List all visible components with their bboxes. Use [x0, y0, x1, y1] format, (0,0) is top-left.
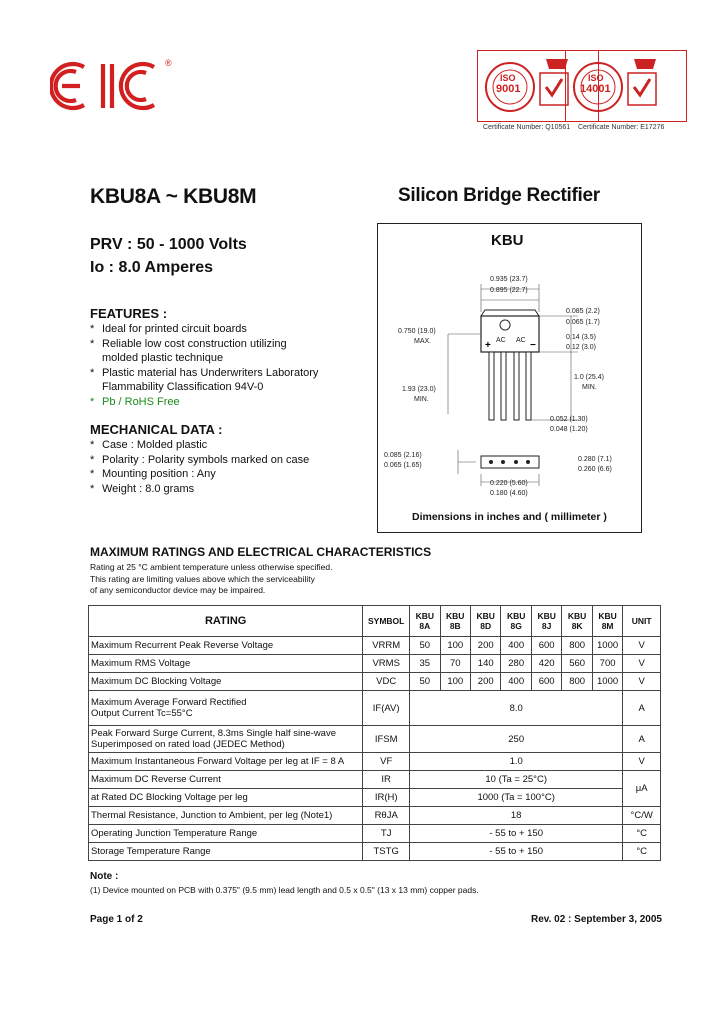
table-row — [89, 753, 661, 771]
list-item: * Reliable low cost construction utilizing — [90, 337, 287, 350]
dim-label: 0.895 (22.7) — [490, 287, 528, 294]
device-heading: Silicon Bridge Rectifier — [398, 185, 600, 206]
row-unit: V — [623, 753, 661, 771]
row-symbol: VRRM — [363, 637, 410, 655]
row-symbol: RθJA — [363, 807, 410, 825]
ac-terminal-label: AC — [516, 337, 526, 344]
ratings-table — [88, 605, 661, 861]
cell: 140 — [470, 655, 500, 673]
table-header — [89, 606, 661, 637]
cell: 1.0 — [410, 753, 623, 771]
mech-heading: MECHANICAL DATA : — [90, 422, 223, 437]
note-line: This rating are limiting values above which the serviceability — [90, 573, 315, 584]
dim-label: 0.065 (1.65) — [384, 462, 422, 469]
cell: 1000 (Ta = 100°C) — [410, 789, 623, 807]
dim-label: MAX. — [414, 338, 432, 345]
cell: 250 — [410, 726, 623, 753]
package-name: KBU — [491, 232, 524, 249]
prv-rating: PRV : 50 - 1000 Volts — [90, 236, 247, 253]
dim-label: 0.750 (19.0) — [398, 328, 436, 335]
dim-label: 0.085 (2.16) — [384, 452, 422, 459]
cell: 280 — [501, 655, 531, 673]
row-label: Maximum DC Blocking Voltage — [89, 673, 363, 691]
row-label: Maximum Recurrent Peak Reverse Voltage — [89, 637, 363, 655]
row-label: Maximum Average Forward Rectified Output Current Tc=55°C — [89, 691, 363, 726]
dim-label: 0.085 (2.2) — [566, 308, 600, 315]
dim-label: MIN. — [582, 384, 597, 391]
cell: 420 — [531, 655, 561, 673]
dim-label: 0.14 (3.5) — [566, 334, 596, 341]
features-heading: FEATURES : — [90, 306, 168, 321]
dim-label: 0.220 (5.60) — [490, 480, 528, 487]
page-number: Page 1 of 2 — [90, 914, 143, 925]
dim-label: MIN. — [414, 396, 429, 403]
cert-iso-label: ISO — [500, 73, 516, 83]
svg-text:+: + — [485, 340, 491, 351]
dim-label: 0.260 (6.6) — [578, 466, 612, 473]
cell: 400 — [501, 637, 531, 655]
row-symbol: TJ — [363, 825, 410, 843]
row-label: Maximum RMS Voltage — [89, 655, 363, 673]
list-item: Flammability Classification 94V-0 — [102, 381, 264, 393]
dim-label: 0.180 (4.60) — [490, 490, 528, 497]
cell: 100 — [440, 673, 470, 691]
list-item: * Mounting position : Any — [90, 468, 216, 480]
table-row — [89, 771, 661, 789]
cell: 200 — [470, 673, 500, 691]
cell: 800 — [562, 673, 592, 691]
table-row — [89, 789, 661, 807]
ratings-notes — [90, 562, 332, 597]
cell: 35 — [410, 655, 440, 673]
cert-caption-2: Certificate Number: E17276 — [578, 124, 665, 131]
row-symbol: VF — [363, 753, 410, 771]
list-item: * Pb / RoHS Free — [90, 395, 180, 408]
dim-label: 0.052 (1.30) — [550, 416, 588, 423]
cert-iso-standard: 9001 — [496, 83, 521, 95]
package-caption: Dimensions in inches and ( millimeter ) — [412, 511, 607, 523]
cell: 8.0 — [410, 691, 623, 726]
cell: 18 — [410, 807, 623, 825]
cell: 600 — [531, 637, 561, 655]
list-item: * Weight : 8.0 grams — [90, 482, 195, 495]
note-line: of any semiconductor device may be impaired. — [90, 585, 266, 595]
list-item: molded plastic technique — [102, 352, 224, 364]
dim-label: 0.12 (3.0) — [566, 344, 596, 351]
cert-iso-label: ISO — [588, 73, 604, 83]
row-unit: °C — [623, 843, 661, 861]
features-list — [90, 322, 318, 409]
svg-text:−: − — [530, 340, 536, 351]
dim-label: 1.93 (23.0) — [402, 386, 436, 393]
registered-mark: ® — [165, 58, 172, 68]
row-symbol: VDC — [363, 673, 410, 691]
row-unit: μA — [623, 771, 661, 807]
ratings-heading: MAXIMUM RATINGS AND ELECTRICAL CHARACTERISTICS — [90, 545, 432, 559]
cell: 400 — [501, 673, 531, 691]
part-title: KBU8A ~ KBU8M — [90, 185, 257, 208]
cell: - 55 to + 150 — [410, 825, 623, 843]
dim-label: 0.048 (1.20) — [550, 426, 588, 433]
cell: 700 — [592, 655, 622, 673]
cell: 50 — [410, 673, 440, 691]
cell: 1000 — [592, 673, 622, 691]
row-unit: A — [623, 691, 661, 726]
note-line: Rating at 25 °C ambient temperature unless otherwise specified. — [90, 562, 333, 572]
list-item: * Plastic material has Underwriters Laboratory — [90, 366, 319, 379]
cell: 200 — [470, 637, 500, 655]
col-part: KBU 8J — [531, 606, 561, 637]
col-part: KBU 8D — [470, 606, 500, 637]
row-label: Peak Forward Surge Current, 8.3ms Single half sine-wave Superimposed on rated load (JEDEC Method) — [89, 726, 363, 753]
cell: 10 (Ta = 25°C) — [410, 771, 623, 789]
row-unit: V — [623, 637, 661, 655]
package-diagram — [377, 223, 642, 533]
row-unit: °C — [623, 825, 661, 843]
revision: Rev. 02 : September 3, 2005 — [531, 914, 662, 925]
table-row — [89, 726, 661, 753]
row-label: Maximum DC Reverse Current — [89, 771, 363, 789]
row-unit: V — [623, 655, 661, 673]
row-label: Operating Junction Temperature Range — [89, 825, 363, 843]
list-item: * Polarity : Polarity symbols marked on case — [90, 453, 310, 466]
iso-14001-certificate — [565, 50, 687, 122]
table-row — [89, 691, 661, 726]
row-symbol: IFSM — [363, 726, 410, 753]
cert-caption-1: Certificate Number: Q10561 — [483, 124, 571, 131]
col-symbol: SYMBOL — [363, 606, 410, 637]
table-row — [89, 673, 661, 691]
col-part: KBU 8A — [410, 606, 440, 637]
cell: 800 — [562, 637, 592, 655]
cell: 50 — [410, 637, 440, 655]
row-label: at Rated DC Blocking Voltage per leg — [89, 789, 363, 807]
row-symbol: TSTG — [363, 843, 410, 861]
col-unit: UNIT — [623, 606, 661, 637]
row-label: Thermal Resistance, Junction to Ambient, per leg (Note1) — [89, 807, 363, 825]
row-label: Storage Temperature Range — [89, 843, 363, 861]
cell: 100 — [440, 637, 470, 655]
row-unit: V — [623, 673, 661, 691]
io-rating: Io : 8.0 Amperes — [90, 259, 214, 276]
note-title: Note : — [90, 871, 119, 882]
col-part: KBU 8K — [562, 606, 592, 637]
table-row — [89, 807, 661, 825]
dim-label: 1.0 (25.4) — [574, 374, 604, 381]
list-item: * Ideal for printed circuit boards — [90, 323, 247, 335]
cell: 560 — [562, 655, 592, 673]
ac-terminal-label: AC — [496, 337, 506, 344]
dim-label: 0.065 (1.7) — [566, 319, 600, 326]
row-label: Maximum Instantaneous Forward Voltage per leg at IF = 8 A — [89, 753, 363, 771]
col-rating: RATING — [89, 606, 363, 637]
row-symbol: IF(AV) — [363, 691, 410, 726]
col-part: KBU 8M — [592, 606, 622, 637]
row-symbol: VRMS — [363, 655, 410, 673]
note-text: (1) Device mounted on PCB with 0.375" (9.5 mm) lead length and 0.5 x 0.5" (13 x 13 mm) copper pads. — [90, 885, 479, 895]
row-symbol: IR — [363, 771, 410, 789]
table-row — [89, 637, 661, 655]
cell: 1000 — [592, 637, 622, 655]
col-part: KBU 8G — [501, 606, 531, 637]
row-symbol: IR(H) — [363, 789, 410, 807]
cell: 70 — [440, 655, 470, 673]
cell: 600 — [531, 673, 561, 691]
mech-list — [90, 438, 309, 496]
table-row — [89, 825, 661, 843]
table-row — [89, 843, 661, 861]
dim-label: 0.280 (7.1) — [578, 456, 612, 463]
col-part: KBU 8B — [440, 606, 470, 637]
list-item: * Case : Molded plastic — [90, 439, 208, 451]
row-unit: °C/W — [623, 807, 661, 825]
cell: - 55 to + 150 — [410, 843, 623, 861]
cert-iso-standard: 14001 — [580, 83, 611, 95]
eic-logo — [50, 58, 178, 114]
table-row — [89, 655, 661, 673]
dim-label: 0.935 (23.7) — [490, 276, 528, 283]
row-unit: A — [623, 726, 661, 753]
